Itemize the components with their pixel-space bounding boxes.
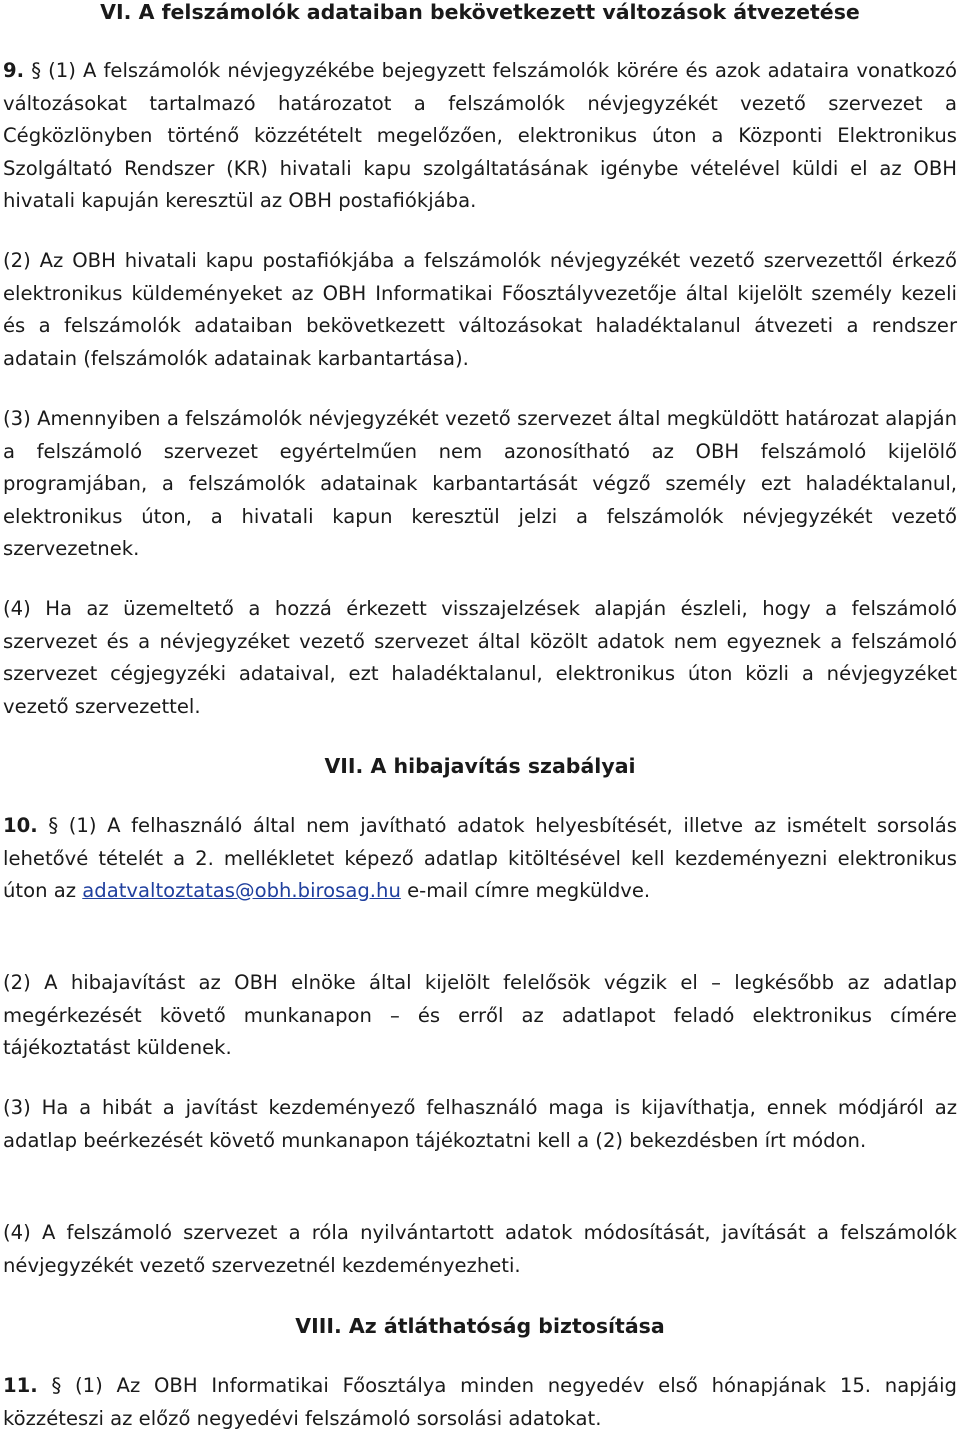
para-10-3: (3) Ha a hibát a javítást kezdeményező felhasználó maga is kijavíthatja, ennek módjáról az adatlap beérkezését követő munkanapon tájékoztatni kell a (2) bekezdésben írt módon. [3, 1096, 957, 1152]
para-9-1-text: § (1) A felszámolók névjegyzékébe bejegyzett felszámolók körére és azok adataira vonatkozó változásokat tartalmazó határozatot a felszámolók névjegyzékét vezető szervezet a Cégközlönyben történő közzétételt megelőzően, elektronikus úton a Központi Elektronikus Szolgáltató Rendszer (KR) hivatali kapu szolgáltatásának igénybe vételével küldi el az OBH hivatali kapuján keresztül az OBH postafiókjába. [3, 59, 957, 212]
section-viii-title: VIII. Az átláthatóság biztosítása [295, 1314, 665, 1338]
para-10-number: 10. [3, 814, 38, 837]
para-10-4: (4) A felszámoló szervezet a róla nyilvántartott adatok módosítását, javítását a felszámolók névjegyzékét vezető szervezetnél kezdeményezheti. [3, 1221, 957, 1277]
para-10-2: (2) A hibajavítást az OBH elnöke által kijelölt felelősök végzik el – legkésőbb az adatlap megérkezését követő munkanapon – és erről az adatlapot feladó elektronikus címére tájékoztatást küldenek. [3, 971, 957, 1059]
para-9-4: (4) Ha az üzemeltető a hozzá érkezett visszajelzések alapján észleli, hogy a felszámoló szervezet és a névjegyzéket vezető szervezet által közölt adatok nem egyeznek a felszámoló szervezet cégjegyzéki adataival, ezt haladéktalanul, elektronikus úton közli a névjegyzéket vezető szervezettel. [3, 597, 957, 718]
para-9-number: 9. [3, 59, 25, 82]
para-9-1 [3, 55, 957, 218]
para-10-1-text-before: § (1) A felhasználó által nem javítható adatok helyesbítését, illetve az ismételt sorsolás lehetővé tételét a 2. mellékletet képező adatlap kitöltésével kell kezdeményezni elektronikus úton az [3, 814, 957, 902]
para-9-2: (2) Az OBH hivatali kapu postafiókjába a felszámolók névjegyzékét vezető szervezettől érkező elektronikus küldeményeket az OBH Informatikai Főosztályvezetője által kijelölt személy kezeli és a felszámolók adataiban bekövetkezett változásokat haladéktalanul átvezeti a rendszer adatain (felszámolók adatainak karbantartása). [3, 249, 957, 370]
section-vi-title: VI. A felszámolók adataiban bekövetkezett változások átvezetése [100, 0, 860, 24]
para-11-1 [3, 1370, 957, 1435]
para-10-1 [3, 810, 957, 908]
para-9-3: (3) Amennyiben a felszámolók névjegyzékét vezető szervezet által megküldött határozat alapján a felszámoló szervezet egyértelműen nem azonosítható az OBH felszámoló kijelölő programjában, a felszámolók adatainak karbantartását végző személy ezt haladéktalanul, elektronikus úton, a hivatali kapun keresztül jelzi a felszámolók névjegyzékét vezető szervezetnek. [3, 407, 957, 560]
section-vii-title: VII. A hibajavítás szabályai [324, 754, 636, 778]
email-link[interactable]: adatvaltoztatas@obh.birosag.hu [82, 879, 401, 902]
para-11-number: 11. [3, 1374, 38, 1397]
para-11-1-text: § (1) Az OBH Informatikai Főosztálya minden negyedév első hónapjának 15. napjáig közzéteszi az előző negyedévi felszámoló sorsolási adatokat. [3, 1374, 957, 1430]
para-10-1-text-after: e-mail címre megküldve. [400, 879, 651, 902]
